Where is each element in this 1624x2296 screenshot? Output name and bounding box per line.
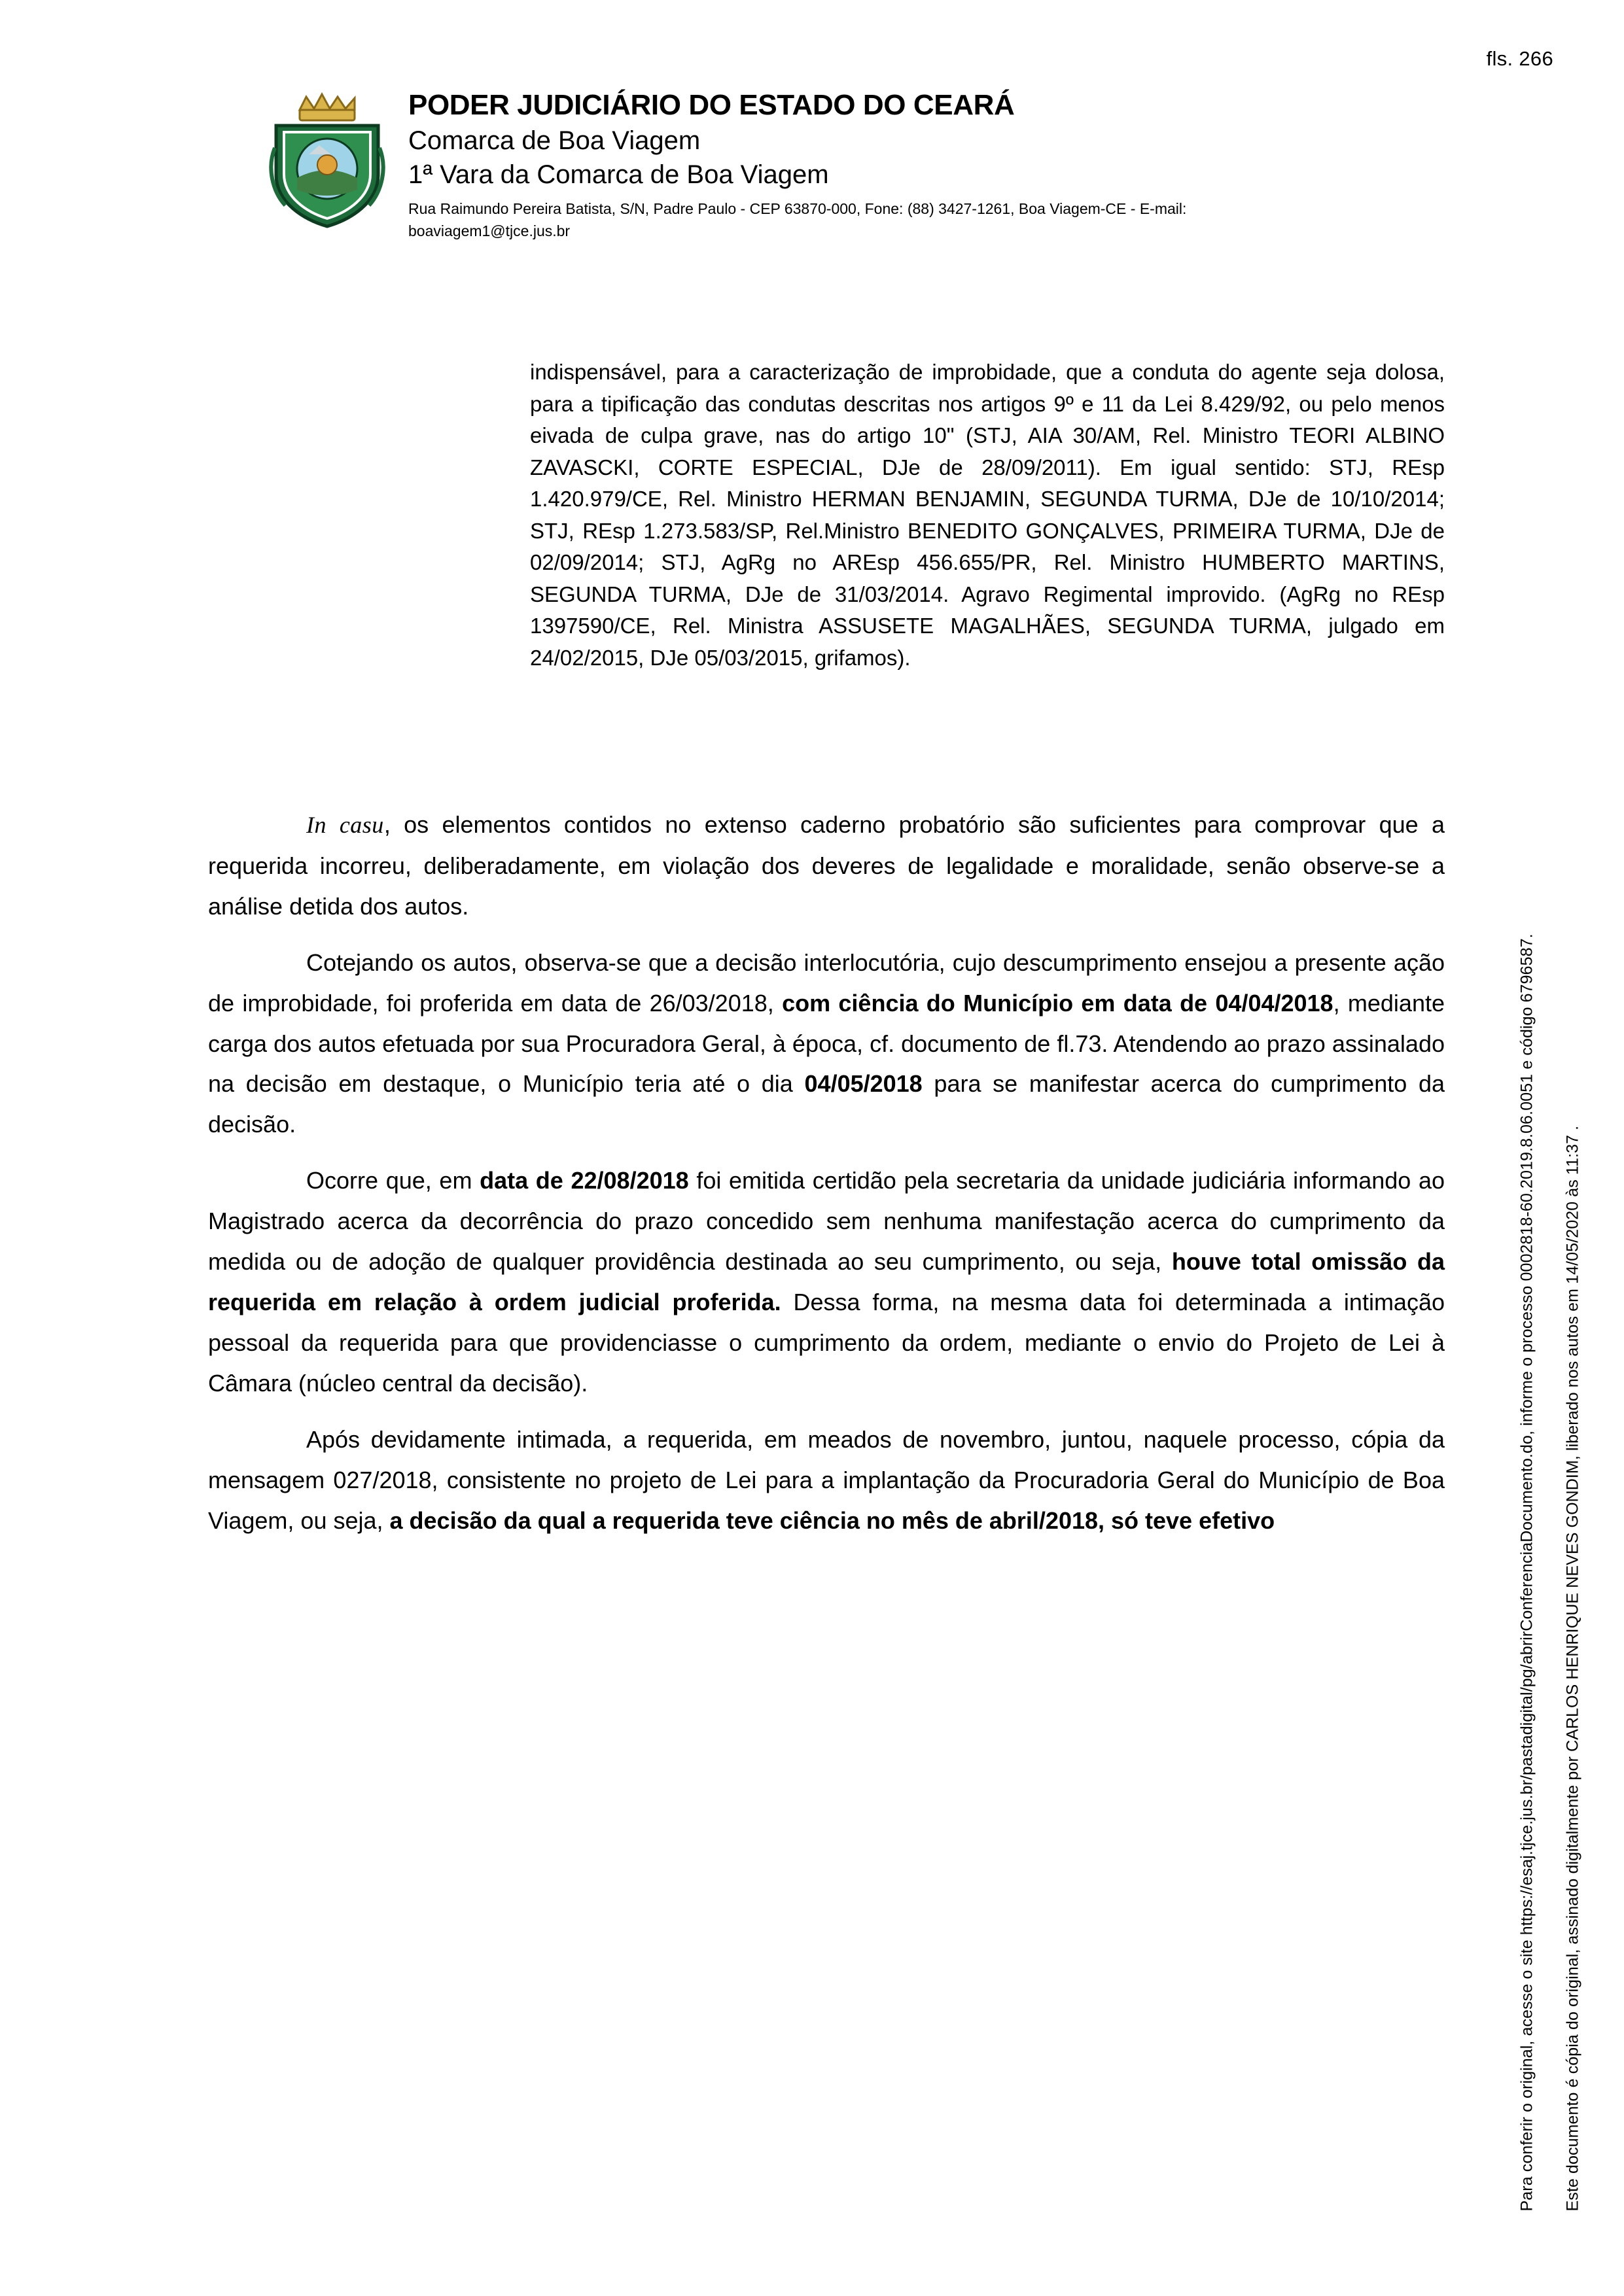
cotejando-text-3: para se manifestar acerca do cumprimento da decisão. (208, 1070, 1445, 1138)
vara-label: 1ª Vara da Comarca de Boa Viagem (408, 160, 829, 190)
cotejando-text-1: Cotejando os autos, observa-se que a decisão interlocutória, cujo descumprimento ensejou a presente ação de improbidade, foi proferida em data de 26/03/2018, (208, 948, 1445, 1017)
stamp-line-1: Este documento é cópia do original, assinado digitalmente por CARLOS HENRIQUE NEVES GONDIM, liberado nos autos em 14/05/2020 às 11:37 . (1563, 1125, 1582, 2211)
ocorre-text-3: Dessa forma, na mesma data foi determinada a intimação pessoal da requerida para que providenciasse o cumprimento da ordem, mediante o envio do Projeto de Lei à Câmara (núcleo central da decisão). (208, 1288, 1445, 1397)
comarca-label: Comarca de Boa Viagem (408, 126, 701, 156)
digital-signature-stamp (1519, 262, 1598, 2211)
paragraph-cotejando (208, 943, 1445, 1145)
organization-title: PODER JUDICIÁRIO DO ESTADO DO CEARÁ (408, 89, 1015, 121)
paragraph-incasu (208, 805, 1445, 927)
document-header (262, 84, 1374, 242)
ocorre-bold-1: data de 22/08/2018 (480, 1167, 689, 1194)
brasao-ceara-icon (268, 92, 386, 229)
stamp-line-2: Para conferir o original, acesse o site https://esaj.tjce.jus.br/pastadigital/pg/abrirConferenciaDocumento.do, informe o processo 0002818-60.2019.8.06.0051 e código 6796587. (1517, 933, 1536, 2211)
cotejando-bold-2: 04/05/2018 (804, 1070, 923, 1098)
folio-number: fls. 266 (1486, 47, 1553, 70)
incasu-text: , os elementos contidos no extenso caderno probatório são suficientes para comprovar que a requerida incorreu, deliberadamente, em violação dos deveres de legalidade e moralidade, senão observe-se a análise detida dos autos. (208, 811, 1445, 920)
paragraph-apos (208, 1419, 1445, 1541)
document-body (208, 805, 1445, 1540)
ocorre-text-1: Ocorre que, em (306, 1167, 480, 1194)
apos-text-1: Após devidamente intimada, a requerida, em meados de novembro, juntou, naquele processo, cópia da mensagem 027/2018, consistente no projeto de Lei para a implantação da Procuradoria Geral do Município de Boa Viagem, ou seja, (208, 1425, 1445, 1534)
ocorre-text-2: foi emitida certidão pela secretaria da unidade judiciária informando ao Magistrado acerca da decorrência do prazo concedido sem nenhuma manifestação acerca do cumprimento da medida ou de adoção de qualquer providência destinada ao seu cumprimento, ou seja, (208, 1167, 1445, 1276)
court-address: Rua Raimundo Pereira Batista, S/N, Padre Paulo - CEP 63870-000, Fone: (88) 3427-1261, Boa Viagem-CE - E-mail: boaviagem1@tjce.jus.br (408, 200, 1187, 239)
incasu-term: In casu (306, 812, 384, 838)
cotejando-bold-1: com ciência do Município em data de 04/04/2018 (782, 989, 1333, 1017)
cotejando-text-2: , mediante carga dos autos efetuada por sua Procuradora Geral, à época, cf. documento de fl.73. Atendendo ao prazo assinalado na decisão em destaque, o Município teria até o dia (208, 989, 1445, 1098)
jurisprudence-quote: indispensável, para a caracterização de improbidade, que a conduta do agente seja dolosa, para a tipificação das condutas descritas nos artigos 9º e 11 da Lei 8.429/92, ou pelo menos eivada de culpa grave, nas do artigo 10" (STJ, AIA 30/AM, Rel. Ministro TEORI ALBINO ZAVASCKI, CORTE ESPECIAL, DJe de 28/09/2011). Em igual sentido: STJ, REsp 1.420.979/CE, Rel. Ministro HERMAN BENJAMIN, SEGUNDA TURMA, DJe de 10/10/2014; STJ, REsp 1.273.583/SP, Rel.Ministro BENEDITO GONÇALVES, PRIMEIRA TURMA, DJe de 02/09/2014; STJ, AgRg no AREsp 456.655/PR, Rel. Ministro HUMBERTO MARTINS, SEGUNDA TURMA, DJe de 31/03/2014. Agravo Regimental improvido. (AgRg no REsp 1397590/CE, Rel. Ministra ASSUSETE MAGALHÃES, SEGUNDA TURMA, julgado em 24/02/2015, DJe 05/03/2015, grifamos). (530, 360, 1445, 670)
apos-bold-1: a decisão da qual a requerida teve ciência no mês de abril/2018, só teve efetivo (389, 1506, 1275, 1534)
ocorre-bold-2: houve total omissão da requerida em relação à ordem judicial proferida. (208, 1248, 1445, 1315)
paragraph-ocorre (208, 1160, 1445, 1403)
